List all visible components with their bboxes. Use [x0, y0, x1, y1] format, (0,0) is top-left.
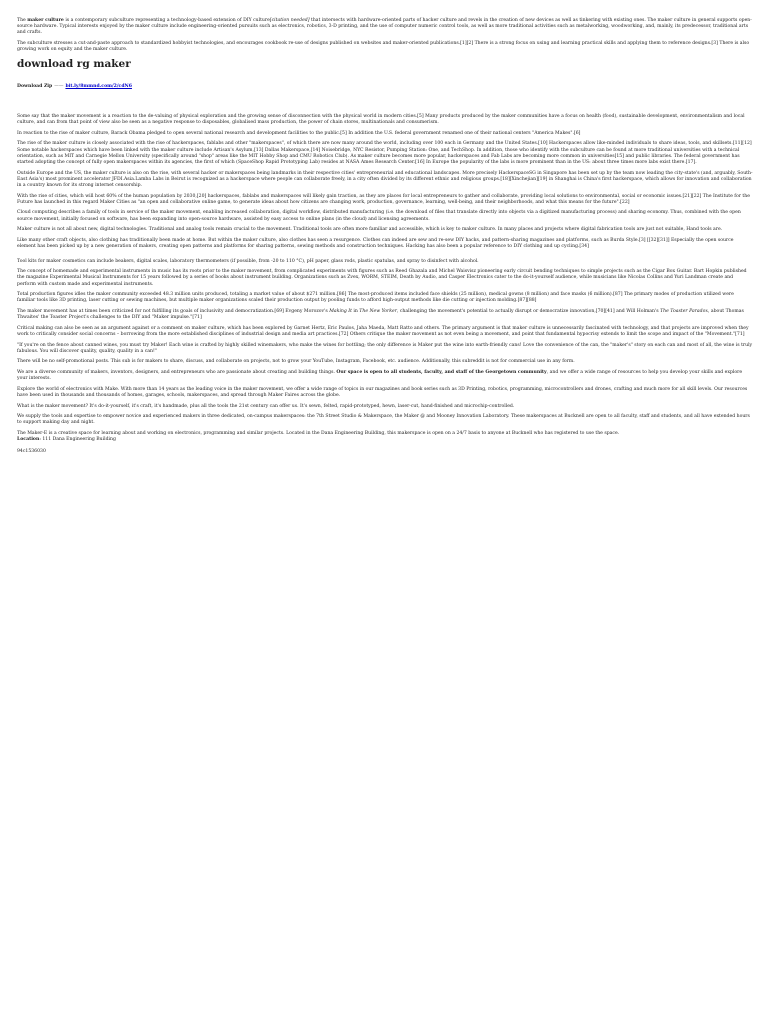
paragraph-obama: In reaction to the rise of maker culture, Barack Obama pledged to open several national research and development facilities to the public.[5] In addition the U.S. federal government renamed one of their national centers "America Makes".[6] — [17, 130, 581, 136]
download-label: Download Zip — [17, 83, 53, 89]
paragraph-cloud: Cloud computing describes a family of tools in service of the maker movement, enabling increased collaboration, digital workflow, distributed manufacturing (i.e. the download of files that translate directly into objects via a digitized manufacturing process) and sharing economy. Thus, combined with the open source movement, initially focused on software, has been expanding into open-source hardware, assisted by easy access to online plans (in the cloud) and licensing agreements. — [17, 210, 741, 222]
paragraph-clothing: Like many other craft objects, also clothing has traditionally been made at home. But within the maker culture, also clothes has seen a resurgence. Clothes can indeed are sew and re-sew DIY hacks, and pattern-sharing magazines and platforms, such as Burda Style.[3] [[32][31]] Especially the open source element has been picked up by a new generation of makers, creating open patterns and platforms for sharing patterns, sewing methods and construction techniques. Hacking has also been a popular reference to DIY clothing and up cycling.[34] — [17, 237, 734, 249]
page-heading: download rg maker — [17, 57, 131, 70]
subculture-paragraph: The subculture stresses a cut-and-paste approach to standardized hobbyist technologies, and encourages cookbook re-use of designs published on websites and maker-oriented publications.[1][2] There is a strong focus on using and learning practical skills and applying them to reference designs.[3] There is also growing work on equity and the maker culture. — [17, 41, 750, 53]
paragraph-production: Total production figures idles the maker community exceeded 48.3 million units produced, totaling a market value of about $271 million.[86] The most-produced items included face shields (25 million), medical gowns (8 million) and face masks (6 million).[87] The primary modes of production utilized were familiar tools like 3D printing, laser cutting or sewing machines, but multiple maker organizations scaled their production output by pooling funds to afford high-output methods like die cutting or injection molding.[87][88] — [17, 292, 734, 304]
paragraph-canned-wine: "If you're on the fence about canned wines, you must try Maker! Each wine is crafted by highly skilled winemakers, who make the wines for bottling; the only difference is Maker put the wine into earth-friendly cans! Love the convenience of the can, the "maker's" story on each can and most of all, the wine is truly fabulous. You will discover quality, quality, quality in a can!" — [17, 342, 753, 354]
download-line — [17, 84, 753, 90]
location-value: : 111 Dana Engineering Building — [39, 437, 116, 443]
download-separator: —— — [54, 83, 64, 89]
open-space-statement: Our space is open to all students, faculty, and staff of the Georgetown community — [336, 369, 547, 375]
paragraph-criticism: The maker movement has at times been criticized for not fulfilling its goals of inclusivity and democratization.[69] Evgeny Morozov's Making It in The New Yorker, challenging the movement's potential to actually disrupt or democratize innovation,[70][41] and Will Holman's The Toaster Paradox, about Thomas Thwaites' the Toaster Project's challenges to the DIY and "Maker impulse."[71] — [17, 308, 744, 321]
paragraph-cities: With the rise of cities, which will host 60% of the human population by 2030,[20] hackerspaces, fablabs and makerspaces will likely gain traction, as they are places for local entrepreneurs to gather and collaborate, providing local solutions to environmental, social or economic issues.[21][22] The Institute for the Future has launched in this regard Maker Cities as "an open and collaborative online game, to generate ideas about how citizens are changing work, production, governance, learning, well-being, and their neighborhoods, and what this means for the future".[22] — [17, 193, 750, 205]
paragraph-instruments: The concept of homemade and experimental instruments in music has its roots prior to the maker movement, from complicated experiments with figures such as Reed Ghazala and Michel Waisvisz pioneering early circuit bending techniques to simple projects such as the Cigar Box Guitar. Bart Hopkin published the magazine Experimental Musical Instruments for 15 years followed by a series of books about instrument building. Organizations such as Zvex, WORM, STEIM, Death by Audio, and Casper Electronics cater to the do-it-yourself audience, while musicians like Nicolas Collins and Yuri Landman create and perform with custom made and experimental instruments. — [17, 269, 747, 287]
footer-code: 94c1536030 — [17, 449, 46, 455]
paragraph-reaction: Some say that the maker movement is a reaction to the de-valuing of physical exploration and the growing sense of disconnection with the physical world in modern cities.[5] Many products produced by the maker communities have a focus on health (food), sustainable development, environmentalism and local culture, and can from that point of view also be seen as a negative response to disposables, globalised mass production, the power of chain stores, multinationals and consumerism. — [17, 114, 745, 126]
citation-needed: [citation needed] — [269, 18, 310, 23]
intro-paragraph: The maker culture is a contemporary subculture representing a technology-based extension of DIY culture[citation needed] that intersects with hardware-oriented parts of hacker culture and revels in the creation of new devices as well as tinkering with existing ones. The maker culture in general supports open-source hardware. Typical interests enjoyed by the maker culture include engineering-oriented pursuits such as electronics, robotics, 3-D printing, and the use of computer numeric control tools, as well as more traditional activities such as metalworking, woodworking, and, mainly, its predecessor, traditional arts and crafts. — [17, 18, 752, 36]
article — [0, 0, 770, 456]
paragraph-no-self-promo: There will be no self-promotional posts. This sub is for makers to share, discuss, and collaborate on projects, not to grow your YouTube, Instagram, Facebook, etc. audience. Additionally, this subreddit is not for commercial use in any form. — [17, 359, 575, 365]
maker-culture-term: maker culture — [27, 18, 64, 23]
paragraph-critical-making: Critical making can also be seen as an argument against or a comment on maker culture, which has been explored by Garnet Hertz, Eric Paulos, Jaha Maeda, Matt Ratto and others. The primary argument is that maker culture is unnecessarily fascinated with technology, and that projects are improved when they work to critically consider social concerns – borrowing from the more established disciplines of industrial design and media art practices.[72] Others critique the maker movement as not even being a movement, and point that fundamental hypocrisy extends to limit the scope and impact of the "Movement."[71] — [17, 325, 749, 337]
paragraph-maker-e: The Maker-E is a creative space for learning about and working on electronics, programming and similar projects. Located in the Dana Engineering Building, this makerspace is open on a 24/7 basis to anyone at Bucknell who has registered to use the space. Location: 111 Dana Engineering Building — [17, 430, 620, 443]
location-label: Location — [17, 437, 40, 443]
paragraph-bucknell-tools: We supply the tools and expertise to empower novice and experienced makers in three dedicated, on-campus makerspaces: the 7th Street Studio & Makerspace, the Maker @ and Mooney Innovation Laboratory. These makerspaces at Bucknell are open to all faculty, staff and students, and all have extended hours to support making day and night. — [17, 414, 750, 426]
paragraph-cosmetics: Tool kits for maker cosmetics can include beakers, digital scales, laboratory thermometers (if possible, from -20 to 110 °C), pH paper, glass rods, plastic spatulas, and spray to disinfect with alcohol. — [17, 258, 479, 264]
paragraph-hackerspaces: The rise of the maker culture is closely associated with the rise of hackerspaces, fablabs and other "makerspaces", of which there are now many around the world, including over 100 each in Germany and the United States.[10] Hackerspaces allow like-minded individuals to share ideas, tools, and skillsets.[11][12] Some notable hackerspaces which have been linked with the maker culture include Artisan's Asylum,[13] Dallas Makerspace,[14] Noisebridge, NYC Resistor, Pumping Station: One, and TechShop. In addition, those who identify with the subculture can be found at more traditional universities with a technical orientation, such as MIT and Carnegie Mellon University (specifically around "shop" areas like the MIT Hobby Shop and CMU Robotics Club). As maker culture becomes more popular, hackerspaces and Fab Labs are becoming more common in universities[15] and public libraries. The federal government has started adopting the concept of fully open makerspaces within its agencies, the first of which (SpaceShop Rapid Prototyping Lab) resides at NASA Ames Research Center.[16] In Europe the popularity of the labs is more prominent than in the US: about three times more labs exist there.[17]. — [17, 141, 752, 165]
paragraph-outside-europe: Outside Europe and the US, the maker culture is also on the rise, with several hacker or makerspaces being landmarks in their respective cities' entrepreneurial and educational landscapes. More precisely HackerspaceSG in Singapore has been set up by the team now leading the city-state's (and, arguably, South-East Asia's) most prominent accelerator JFDI.Asia.Lamba Labs in Beirut is recognized as a hackerspace where people can collaborate freely, in a city often divided by its different ethnic and religious groups.[18][Xinchejian][19] in Shanghai is China's first hackerspace, which allows for innovation and collaboration in a country known for its strong internet censorship. — [17, 170, 753, 188]
paragraph-make-electronics: Explore the world of electronics with Make. With more than 14 years as the leading voice in the maker movement, we offer a wide range of topics in our magazines and book series such as 3D Printing, robotics, programming, microcontrollers and drones, crafting and much more for all skill levels. Our resources have been used in thousands and thousands of homes, garages, schools, makerspaces, and spread through Maker Faires across the globe. — [17, 386, 748, 398]
download-link[interactable]: bit.ly/8mmnd.com/2/cdN6 — [65, 83, 132, 89]
paragraph-traditional-tools: Maker culture is not all about new, digital technologies. Traditional and analog tools remain crucial to the movement. Traditional tools are often more familiar and accessible, which is key to maker culture. In many places and projects where digital fabrication tools are just not suitable, Hand tools are. — [17, 227, 723, 233]
paragraph-georgetown: We are a diverse community of makers, inventors, designers, and entrepreneurs who are passionate about creating and building things. Our space is open to all students, faculty, and staff of the Georgetown community, and we offer a wide range of resources to help you develop your skills and explore your interests. — [17, 369, 743, 382]
paragraph-what-is-maker: What is the maker movement? It's do-it-yourself, it's craft, it's handmade, plus all the tools the 21st century can offer us. It's sewn, felted, rapid-prototyped, hewn, laser-cut, hand-finished and microchip-controlled. — [17, 403, 515, 409]
